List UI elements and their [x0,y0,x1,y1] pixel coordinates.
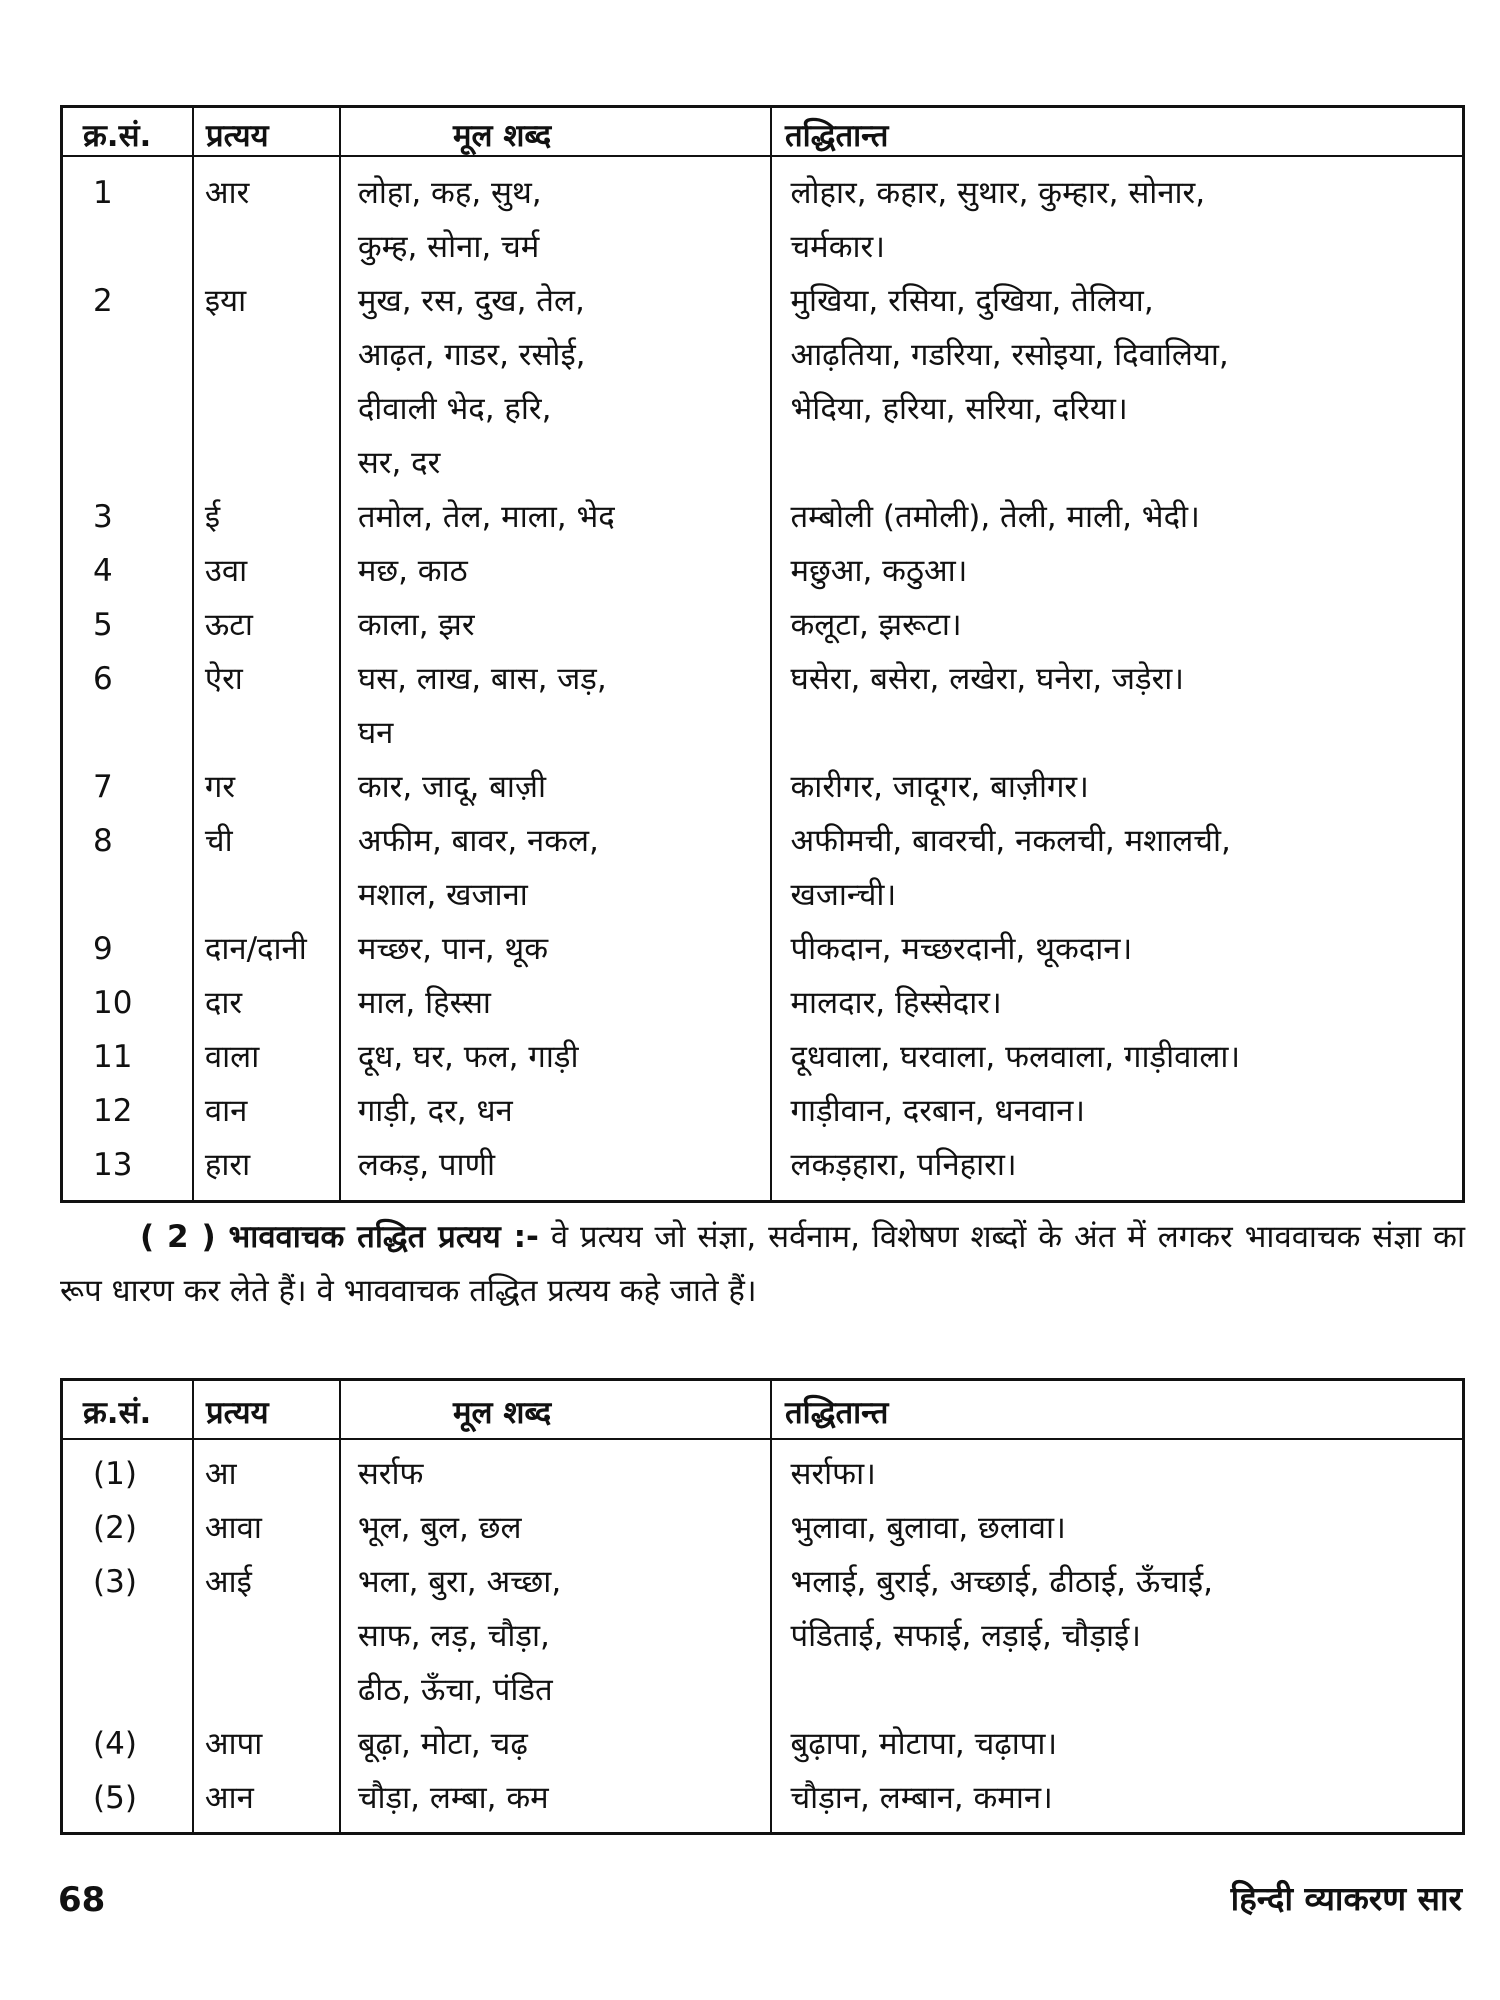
header-divider [63,155,1462,157]
derived-word-line: बुढ़ापा, मोटापा, चढ़ापा। [790,1726,1058,1762]
derived-word-line: मुखिया, रसिया, दुखिया, तेलिया, [790,283,1154,319]
derived-words-cell [773,1771,1463,1825]
table-row [63,760,1462,814]
root-word-line: दीवाली भेद, हरि, [357,391,552,427]
book-title: हिन्दी व्याकरण सार [1230,1879,1462,1918]
derived-words-cell [773,1447,1463,1501]
derived-words-cell [773,976,1463,1030]
suffix-cell: वान [204,1093,248,1129]
table-row [63,922,1462,976]
root-word-line: काला, झर [357,607,475,643]
root-words-cell [343,544,773,598]
root-words-cell [343,166,773,274]
root-words-cell [343,598,773,652]
root-words-cell [343,274,773,490]
root-word-line: भूल, बुल, छल [357,1510,522,1546]
derived-word-line: मालदार, हिस्सेदार। [790,985,1002,1021]
derived-word-line: पंडिताई, सफाई, लड़ाई, चौड़ाई। [790,1618,1142,1654]
suffix-cell: आवा [204,1510,262,1546]
derived-word-line: लकड़हारा, पनिहारा। [790,1147,1017,1183]
derived-words-cell [773,166,1463,274]
root-word-line: माल, हिस्सा [357,985,491,1021]
root-word-line: ढीठ, ऊँचा, पंडित [357,1672,553,1708]
suffix-cell: दार [204,985,243,1021]
suffix-cell: आ [204,1456,237,1492]
table-row [63,976,1462,1030]
serial-number: (5) [93,1780,137,1816]
header-serial: क्र.सं. [83,118,152,154]
derived-word-line: भुलावा, बुलावा, छलावा। [790,1510,1066,1546]
root-words-cell [343,490,773,544]
serial-number: (4) [93,1726,137,1762]
root-word-line: साफ, लड़, चौड़ा, [357,1618,550,1654]
root-word-line: मुख, रस, दुख, तेल, [357,283,585,319]
serial-number: (3) [93,1564,137,1600]
suffix-cell: वाला [204,1039,260,1075]
serial-number: 5 [93,607,113,643]
header-serial: क्र.सं. [83,1395,152,1431]
header-suffix: प्रत्यय [206,1395,269,1431]
serial-number: 8 [93,823,113,859]
suffix-table-1 [60,105,1465,1203]
root-word-line: चौड़ा, लम्बा, कम [357,1780,549,1816]
derived-word-line: भेदिया, हरिया, सरिया, दरिया। [790,391,1128,427]
suffix-cell: ई [204,499,221,535]
suffix-cell: ची [204,823,233,859]
suffix-cell: हारा [204,1147,251,1183]
derived-words-cell [773,1717,1463,1771]
table-row [63,1030,1462,1084]
serial-number: 2 [93,283,113,319]
root-words-cell [343,1555,773,1717]
header-divider [63,1438,1462,1440]
table-row [63,598,1462,652]
serial-number: 7 [93,769,113,805]
derived-word-line: घसेरा, बसेरा, लखेरा, घनेरा, जड़ेरा। [790,661,1185,697]
table-row [63,1555,1462,1717]
serial-number: 4 [93,553,113,589]
root-words-cell [343,760,773,814]
derived-words-cell [773,922,1463,976]
table-row [63,1084,1462,1138]
derived-words-cell [773,814,1463,922]
table-row [63,1501,1462,1555]
derived-words-cell [773,1501,1463,1555]
suffix-table-2 [60,1378,1465,1835]
table-row [63,166,1462,274]
serial-number: 6 [93,661,113,697]
root-words-cell [343,1501,773,1555]
paragraph-text: वे प्रत्यय जो संज्ञा, सर्वनाम, विशेषण शब्दों के अंत में लगकर भाववाचक संज्ञा का रूप धारण कर लेते हैं। वे भाववाचक तद्धित प्रत्यय कहे जाते हैं। [60,1219,1465,1309]
serial-number: 11 [93,1039,133,1075]
derived-word-line: कारीगर, जादूगर, बाज़ीगर। [790,769,1089,805]
suffix-cell: आन [204,1780,254,1816]
root-word-line: कुम्ह, सोना, चर्म [357,229,540,265]
derived-words-cell [773,1030,1463,1084]
derived-word-line: लोहार, कहार, सुथार, कुम्हार, सोनार, [790,175,1206,211]
serial-number: 3 [93,499,113,535]
derived-word-line: तम्बोली (तमोली), तेली, माली, भेदी। [790,499,1200,535]
table-row [63,652,1462,760]
root-words-cell [343,1030,773,1084]
serial-number: 12 [93,1093,133,1129]
derived-word-line: आढ़तिया, गडरिया, रसोइया, दिवालिया, [790,337,1229,373]
suffix-cell: आर [204,175,250,211]
serial-number: (2) [93,1510,137,1546]
root-word-line: बूढ़ा, मोटा, चढ़ [357,1726,528,1762]
derived-words-cell [773,1555,1463,1717]
root-words-cell [343,1771,773,1825]
root-word-line: दूध, घर, फल, गाड़ी [357,1039,579,1075]
header-root-word: मूल शब्द [453,118,552,154]
derived-word-line: चर्मकार। [790,229,885,265]
derived-words-cell [773,544,1463,598]
root-words-cell [343,1717,773,1771]
suffix-cell: गर [204,769,236,805]
derived-words-cell [773,1084,1463,1138]
root-words-cell [343,1084,773,1138]
root-word-line: अफीम, बावर, नकल, [357,823,599,859]
derived-words-cell [773,490,1463,544]
derived-word-line: मछुआ, कठुआ। [790,553,968,589]
serial-number: 10 [93,985,133,1021]
table-row [63,490,1462,544]
header-derived-word: तद्धितान्त [785,1395,889,1431]
root-words-cell [343,922,773,976]
derived-words-cell [773,652,1463,760]
root-word-line: मशाल, खजाना [357,877,528,913]
derived-words-cell [773,760,1463,814]
table-row [63,1447,1462,1501]
definition-paragraph [60,1210,1465,1318]
serial-number: 9 [93,931,113,967]
table-body [63,1447,1462,1825]
root-word-line: सर्राफ [357,1456,424,1492]
derived-word-line: भलाई, बुराई, अच्छाई, ढीठाई, ऊँचाई, [790,1564,1213,1600]
derived-word-line: दूधवाला, घरवाला, फलवाला, गाड़ीवाला। [790,1039,1241,1075]
suffix-cell: दान/दानी [204,931,307,967]
root-word-line: गाड़ी, दर, धन [357,1093,513,1129]
root-words-cell [343,976,773,1030]
table-body [63,166,1462,1192]
suffix-cell: आपा [204,1726,263,1762]
root-word-line: लकड़, पाणी [357,1147,496,1183]
root-word-line: भला, बुरा, अच्छा, [357,1564,562,1600]
suffix-cell: ऊटा [204,607,253,643]
root-words-cell [343,652,773,760]
serial-number: 1 [93,175,113,211]
table-row [63,274,1462,490]
suffix-cell: ऐरा [204,661,243,697]
derived-words-cell [773,1138,1463,1192]
derived-word-line: अफीमची, बावरची, नकलची, मशालची, [790,823,1231,859]
derived-word-line: चौड़ान, लम्बान, कमान। [790,1780,1053,1816]
serial-number: (1) [93,1456,137,1492]
derived-word-line: गाड़ीवान, दरबान, धनवान। [790,1093,1086,1129]
table-row [63,1771,1462,1825]
root-word-line: आढ़त, गाडर, रसोई, [357,337,586,373]
derived-words-cell [773,598,1463,652]
derived-word-line: पीकदान, मच्छरदानी, थूकदान। [790,931,1133,967]
table-row [63,1138,1462,1192]
suffix-cell: इया [204,283,247,319]
root-word-line: तमोल, तेल, माला, भेद [357,499,615,535]
table-row [63,544,1462,598]
derived-words-cell [773,274,1463,490]
root-word-line: कार, जादू, बाज़ी [357,769,546,805]
root-word-line: मछ, काठ [357,553,468,589]
root-words-cell [343,1447,773,1501]
root-word-line: घस, लाख, बास, जड़, [357,661,607,697]
suffix-cell: आई [204,1564,252,1600]
table-row [63,1717,1462,1771]
derived-word-line: कलूटा, झरूटा। [790,607,962,643]
root-word-line: मच्छर, पान, थूक [357,931,549,967]
derived-word-line: सर्राफा। [790,1456,876,1492]
derived-word-line: खजान्ची। [790,877,897,913]
root-word-line: घन [357,715,394,751]
table-row [63,814,1462,922]
suffix-cell: उवा [204,553,248,589]
header-suffix: प्रत्यय [206,118,269,154]
root-words-cell [343,1138,773,1192]
paragraph-heading: ( 2 ) भाववाचक तद्धित प्रत्यय :- [140,1219,539,1255]
header-root-word: मूल शब्द [453,1395,552,1431]
page-number: 68 [58,1880,106,1920]
serial-number: 13 [93,1147,133,1183]
root-word-line: लोहा, कह, सुथ, [357,175,542,211]
root-words-cell [343,814,773,922]
header-derived-word: तद्धितान्त [785,118,889,154]
root-word-line: सर, दर [357,445,441,481]
